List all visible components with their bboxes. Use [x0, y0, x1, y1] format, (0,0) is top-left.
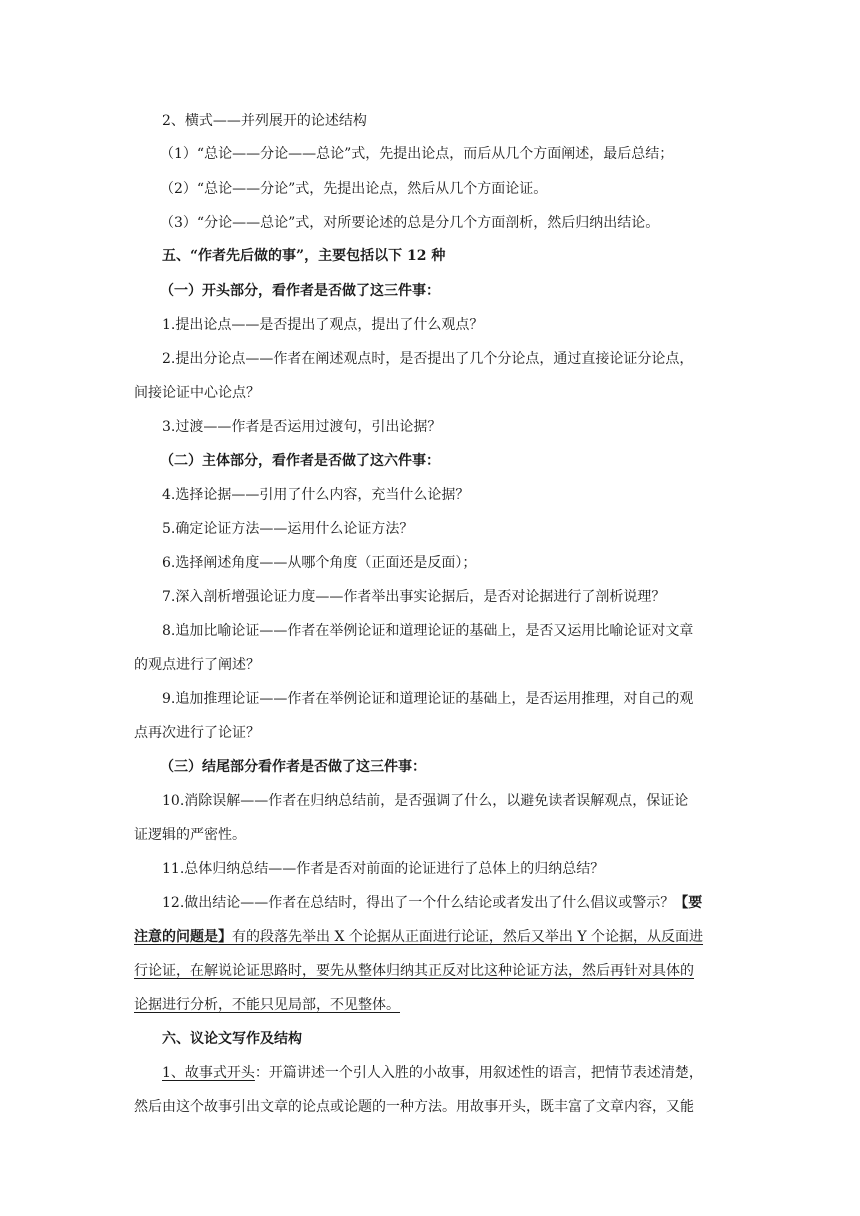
- item-3: 3.过渡——作者是否运用过渡句，引出论据？: [162, 419, 442, 435]
- item-12-note-start: 【要: [674, 895, 703, 911]
- item-9-line-2: 点再次进行了论证？: [134, 725, 260, 741]
- item-2-line-1: 2.提出分论点——作者在阐述观点时，是否提出了几个分论点，通过直接论证分论点，: [162, 351, 694, 367]
- item-4: 4.选择论据——引用了什么内容，充当什么论据？: [162, 487, 470, 503]
- item-12-line-3: 行论证，在解说论证思路时，要先从整体归纳其正反对比这种论证方法，然后再针对具体的: [134, 963, 694, 979]
- story-opening-text: ：开篇讲述一个引人入胜的小故事，用叙述性的语言，把情节表述清楚，: [254, 1065, 703, 1081]
- item-10-line-2: 证逻辑的严密性。: [134, 827, 246, 843]
- heading-section-6: 六、议论文写作及结构: [162, 1031, 302, 1047]
- item-8-line-1: 8.追加比喻论证——作者在举例论证和道理论证的基础上，是否又运用比喻论证对文章: [162, 623, 694, 639]
- section-2-item-1: （1）“总论——分论——总论”式，先提出论点，而后从几个方面阐述，最后总结；: [160, 146, 674, 162]
- item-12-note-text: 有的段落先举出 X 个论据从正面进行论证，然后又举出 Y 个论据，从反面进: [232, 929, 704, 945]
- item-7: 7.深入剖析增强论证力度——作者举出事实论据后，是否对论据进行了剖析说理？: [162, 589, 666, 605]
- item-12-line-1: [162, 893, 860, 913]
- item-11: 11.总体归纳总结——作者是否对前面的论证进行了总体上的归纳总结？: [162, 861, 605, 877]
- item-12-line-4: 论据进行分析，不能只见局部，不见整体。: [134, 997, 400, 1013]
- story-opening-label: 1、故事式开头: [162, 1065, 255, 1081]
- item-6: 6.选择阐述角度——从哪个角度（正面还是反面）；: [162, 555, 477, 571]
- item-12-text: 12.做出结论——作者在总结时，得出了一个什么结论或者发出了什么倡议或警示？: [162, 895, 675, 911]
- section-2-title: 2、横式——并列展开的论述结构: [162, 113, 367, 129]
- item-1: 1.提出论点——是否提出了观点，提出了什么观点？: [162, 317, 484, 333]
- item-8-line-2: 的观点进行了阐述？: [134, 657, 260, 673]
- subheading-ending: （三）结尾部分看作者是否做了这三件事：: [160, 759, 426, 775]
- item-9-line-1: 9.追加推理论证——作者在举例论证和道理论证的基础上，是否运用推理，对自己的观: [162, 691, 694, 707]
- item-12-line-2: [134, 927, 860, 947]
- item-2-line-2: 间接论证中心论点？: [134, 385, 260, 401]
- item-10-line-1: 10.消除误解——作者在归纳总结前，是否强调了什么，以避免读者误解观点，保证论: [162, 793, 689, 809]
- heading-section-5: 五、“作者先后做的事”，主要包括以下 12 种: [162, 248, 446, 264]
- subheading-opening: （一）开头部分，看作者是否做了这三件事：: [160, 283, 440, 299]
- section-6-item-1-line-1: [162, 1063, 860, 1083]
- section-6-item-1-line-2: 然后由这个故事引出文章的论点或论题的一种方法。用故事开头，既丰富了文章内容，又能: [134, 1099, 694, 1115]
- section-2-item-3: （3）“分论——总论”式，对所要论述的总是分几个方面剖析，然后归纳出结论。: [160, 215, 660, 231]
- item-12-note-label: 注意的问题是】: [134, 929, 232, 945]
- section-2-item-2: （2）“总论——分论”式，先提出论点，然后从几个方面论证。: [160, 181, 548, 197]
- subheading-body: （二）主体部分，看作者是否做了这六件事：: [160, 453, 440, 469]
- item-5: 5.确定论证方法——运用什么论证方法？: [162, 521, 414, 537]
